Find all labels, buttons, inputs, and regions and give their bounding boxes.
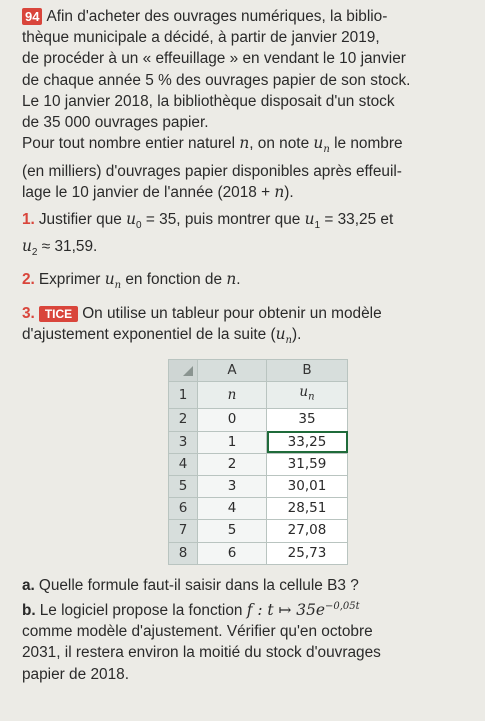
question-number: 2. [22, 271, 35, 289]
corner-triangle-icon [183, 366, 193, 376]
row-header[interactable]: 5 [169, 475, 198, 497]
row-header[interactable]: 1 [169, 382, 198, 409]
select-all-corner[interactable] [169, 360, 198, 382]
q-text: Exprimer [38, 271, 105, 289]
def-text: le nombre [329, 135, 403, 153]
cell-a6[interactable]: 4 [198, 498, 267, 520]
q-text: , puis montrer que [176, 210, 305, 228]
question-3 [22, 303, 471, 351]
spreadsheet [168, 359, 471, 565]
subquestion-text: comme modèle d'ajustement. Vérifier qu'en octobre [22, 623, 373, 641]
q-text: = 33,25 et [320, 210, 394, 228]
exercise-definition [22, 133, 471, 203]
cell-a1[interactable]: n [198, 382, 267, 409]
row-header[interactable]: 8 [169, 542, 198, 564]
row-header[interactable]: 4 [169, 453, 198, 475]
subquestion-label: b. [22, 602, 36, 620]
var-u: u [104, 270, 115, 289]
question-number: 1. [22, 210, 35, 228]
cell-b1[interactable] [267, 382, 348, 409]
cell-b8[interactable]: 25,73 [267, 542, 348, 564]
cell-a5[interactable]: 3 [198, 475, 267, 497]
cell-a2[interactable]: 0 [198, 409, 267, 431]
var-u: u [126, 209, 137, 228]
table-row [169, 453, 348, 475]
row-header[interactable]: 2 [169, 409, 198, 431]
var-sub: 2 [31, 247, 38, 259]
column-header-b[interactable]: B [267, 360, 348, 382]
row-header[interactable]: 6 [169, 498, 198, 520]
intro-line-2: thèque municipale a décidé, à partir de janvier 2019, [22, 29, 380, 47]
q-text: On utilise un tableur pour obtenir un modèle [82, 304, 382, 322]
table-row [169, 520, 348, 542]
tice-badge: TICE [39, 306, 78, 322]
subquestion-a [22, 575, 471, 596]
cell-b2[interactable]: 35 [267, 409, 348, 431]
exercise-number-badge: 94 [22, 8, 42, 25]
cell-b4[interactable]: 31,59 [267, 453, 348, 475]
subquestion-text: Quelle formule faut-il saisir dans la cellule B3 ? [38, 576, 359, 594]
var-sub: n [285, 335, 292, 347]
var-n: n [239, 134, 250, 153]
table-row [169, 542, 348, 564]
cell-b6[interactable]: 28,51 [267, 498, 348, 520]
subquestion-text: papier de 2018. [22, 665, 129, 683]
intro-line-6: de 35 000 ouvrages papier. [22, 114, 209, 132]
question-1 [22, 209, 471, 264]
def-text: Pour tout nombre entier naturel [22, 135, 240, 153]
cell-b3[interactable]: 33,25 [267, 431, 348, 453]
var-u: u [304, 209, 315, 228]
def-text: ). [284, 183, 294, 201]
var-f: f [246, 601, 253, 620]
var-u: u [275, 324, 286, 343]
var-u: u [299, 384, 309, 401]
cell-b5[interactable]: 30,01 [267, 475, 348, 497]
q-text: Justifier que [38, 210, 127, 228]
intro-line-3: de procéder à un « effeuillage » en vendant le 10 janvier [22, 50, 406, 68]
subquestion-text: 2031, il restera environ la moitié du stock d'ouvrages [22, 644, 381, 662]
var-sub: n [114, 280, 122, 292]
cell-a4[interactable]: 2 [198, 453, 267, 475]
column-header-row [169, 360, 348, 382]
subquestion-text: Le logiciel propose la fonction [39, 602, 247, 620]
cell-a8[interactable]: 6 [198, 542, 267, 564]
intro-line-1: Afin d'acheter des ouvrages numériques, la biblio- [46, 8, 388, 25]
table-row [169, 475, 348, 497]
intro-line-4: de chaque année 5 % des ouvrages papier de son stock. [22, 71, 411, 89]
cell-a3[interactable]: 1 [198, 431, 267, 453]
var-u: u [22, 237, 32, 256]
function-map: : t ↦ 35e [252, 601, 325, 620]
column-header-a[interactable]: A [198, 360, 267, 382]
var-sub: n [308, 392, 315, 404]
subquestion-b [22, 596, 471, 685]
q-text: ≈ 31,59. [37, 238, 98, 256]
q-text: ). [292, 325, 302, 343]
var-u: u [313, 134, 324, 153]
question-2 [22, 269, 471, 296]
question-number: 3. [22, 304, 35, 322]
q-text: en fonction de [121, 271, 227, 289]
row-header[interactable]: 3 [169, 431, 198, 453]
table-row [169, 409, 348, 431]
def-line-2: (en milliers) d'ouvrages papier disponibles après effeuil- [22, 162, 402, 180]
row-header[interactable]: 7 [169, 520, 198, 542]
def-text: , on note [249, 135, 314, 153]
table-row [169, 382, 348, 409]
subquestion-label: a. [22, 576, 35, 594]
spreadsheet-grid [168, 359, 348, 565]
q-text: = 35 [141, 210, 177, 228]
cell-a7[interactable]: 5 [198, 520, 267, 542]
exercise-intro [22, 6, 471, 133]
intro-line-5: Le 10 janvier 2018, la bibliothèque disposait d'un stock [22, 92, 395, 110]
var-n: n [226, 270, 237, 289]
def-text: lage le 10 janvier de l'année (2018 + [22, 183, 275, 201]
cell-b7[interactable]: 27,08 [267, 520, 348, 542]
var-sub: 0 [136, 219, 142, 231]
table-row [169, 498, 348, 520]
var-n: n [274, 182, 285, 201]
q-text: d'ajustement exponentiel de la suite ( [22, 325, 276, 343]
q-text: . [236, 271, 241, 289]
var-sub: n [323, 144, 330, 156]
exponent: −0,05t [324, 600, 360, 612]
table-row [169, 431, 348, 453]
var-sub: 1 [314, 219, 321, 231]
